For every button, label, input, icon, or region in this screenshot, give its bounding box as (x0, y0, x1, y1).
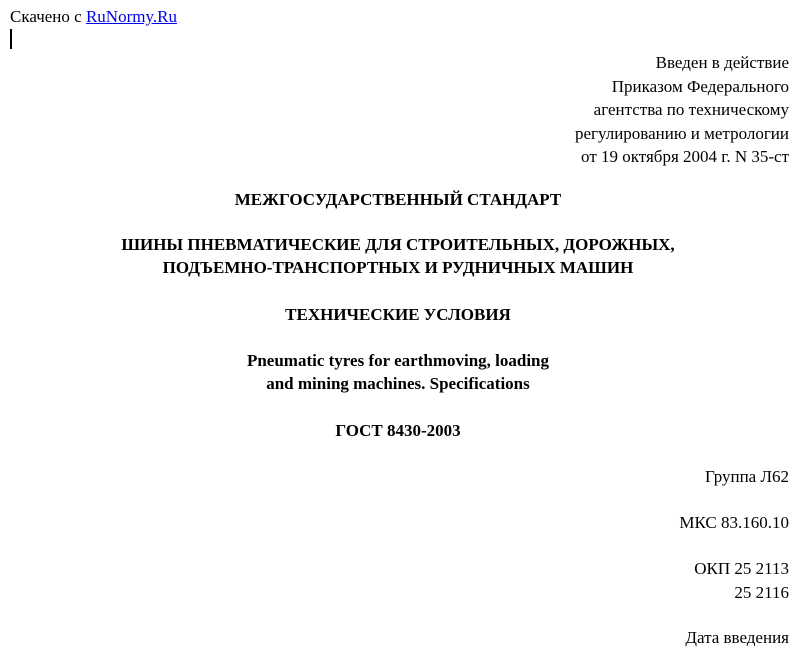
text-cursor (10, 29, 12, 49)
okp-codes (694, 557, 789, 604)
document-subtitle: ТЕХНИЧЕСКИЕ УСЛОВИЯ (285, 305, 511, 324)
group-code: Группа Л62 (704, 467, 789, 486)
title-line: ПОДЪЕМНО-ТРАНСПОРТНЫХ И РУДНИЧНЫХ МАШИН (162, 258, 634, 277)
title-line: ШИНЫ ПНЕВМАТИЧЕСКИЕ ДЛЯ СТРОИТЕЛЬНЫХ, ДОРОЖНЫХ, (121, 235, 675, 254)
source-prefix: Скачено с (10, 7, 86, 26)
english-title (0, 349, 796, 395)
gost-number: ГОСТ 8430-2003 (335, 421, 461, 440)
okp-line: 25 2116 (734, 582, 789, 602)
document-title (0, 233, 796, 279)
enactment-line: Приказом Федерального (611, 76, 789, 96)
enactment-line: регулированию и метрологии (574, 123, 789, 143)
source-line (10, 6, 177, 28)
english-title-line: and mining machines. Specifications (266, 374, 530, 393)
enactment-line: агентства по техническому (593, 100, 789, 119)
effective-date-label: Дата введения (685, 628, 789, 647)
standard-kind-heading: МЕЖГОСУДАРСТВЕННЫЙ СТАНДАРТ (234, 190, 562, 209)
enactment-line: Введен в действие (655, 53, 789, 72)
enactment-line: от 19 октября 2004 г. N 35-ст (581, 147, 789, 166)
source-link[interactable]: RuNormy.Ru (85, 7, 177, 26)
mks-code: МКС 83.160.10 (679, 513, 789, 532)
enactment-block (575, 51, 789, 169)
english-title-line: Pneumatic tyres for earthmoving, loading (246, 351, 550, 370)
okp-line: ОКП 25 2113 (694, 559, 789, 578)
